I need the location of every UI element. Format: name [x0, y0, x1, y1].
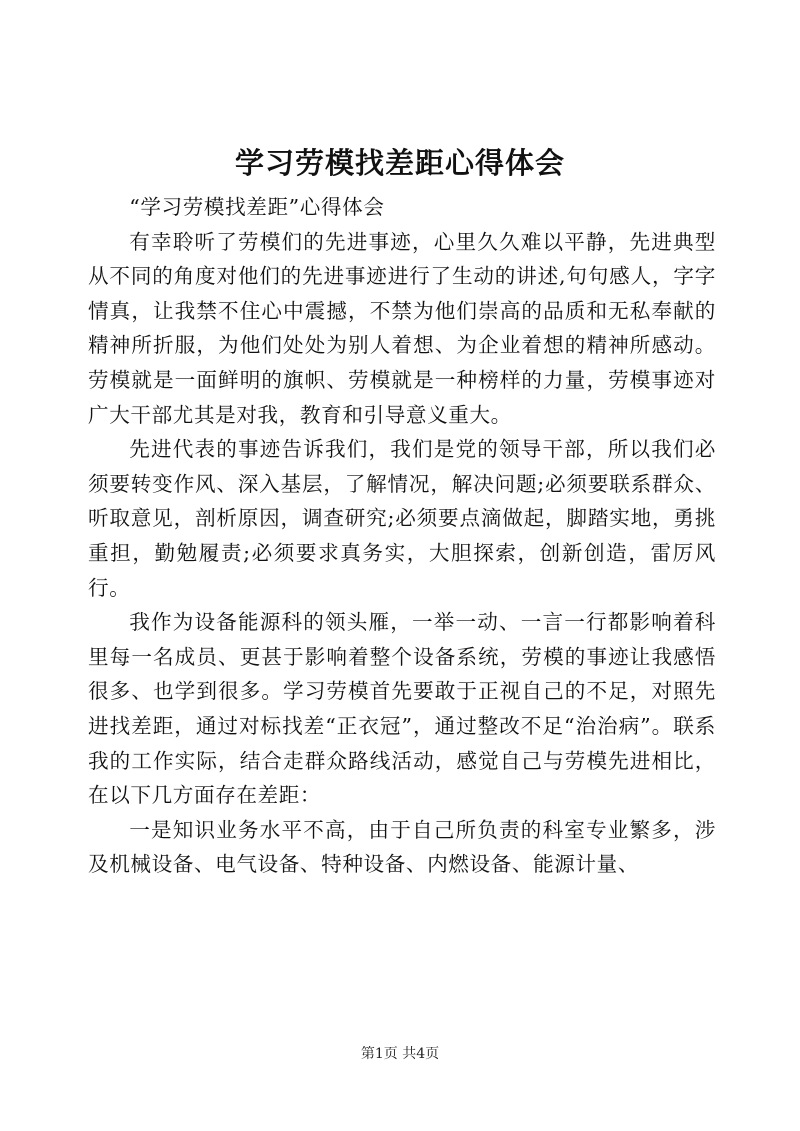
- paragraph-1: 有幸聆听了劳模们的先进事迹，心里久久难以平静，先进典型从不同的角度对他们的先进事迹进行了生动的讲述,句句感人，字字情真，让我禁不住心中震撼，不禁为他们崇高的品质和无私奉献的精神所折服，为他们处处为别人着想、为企业着想的精神所感动。劳模就是一面鲜明的旗帜、劳模就是一种榜样的力量，劳模事迹对广大干部尤其是对我，教育和引导意义重大。: [88, 229, 716, 427]
- paragraph-4: 一是知识业务水平不高，由于自己所负责的科室专业繁多，涉及机械设备、电气设备、特种设备、内燃设备、能源计量、: [88, 817, 716, 877]
- paragraph-3: 我作为设备能源科的领头雁，一举一动、一言一行都影响着科里每一名成员、更甚于影响着整个设备系统，劳模的事迹让我感悟很多、也学到很多。学习劳模首先要敢于正视自己的不足，对照先进找差距，通过对标找差“正衣冠”，通过整改不足“治治病”。联系我的工作实际，结合走群众路线活动，感觉自己与劳模先进相比，在以下几方面存在差距：: [88, 610, 716, 808]
- page-number-footer: 第1页 共4页: [360, 1046, 440, 1062]
- document-title: 学习劳模找差距心得体会: [234, 146, 565, 180]
- document-body: [88, 190, 716, 882]
- paragraph-2: 先进代表的事迹告诉我们，我们是党的领导干部，所以我们必须要转变作风、深入基层，了解情况，解决问题;必须要联系群众、听取意见，剖析原因，调查研究;必须要点滴做起，脚踏实地，勇挑重担，勤勉履责;必须要求真务实，大胆探索，创新创造，雷厉风行。: [88, 437, 716, 600]
- document-subtitle: “学习劳模找差距”心得体会: [129, 195, 385, 219]
